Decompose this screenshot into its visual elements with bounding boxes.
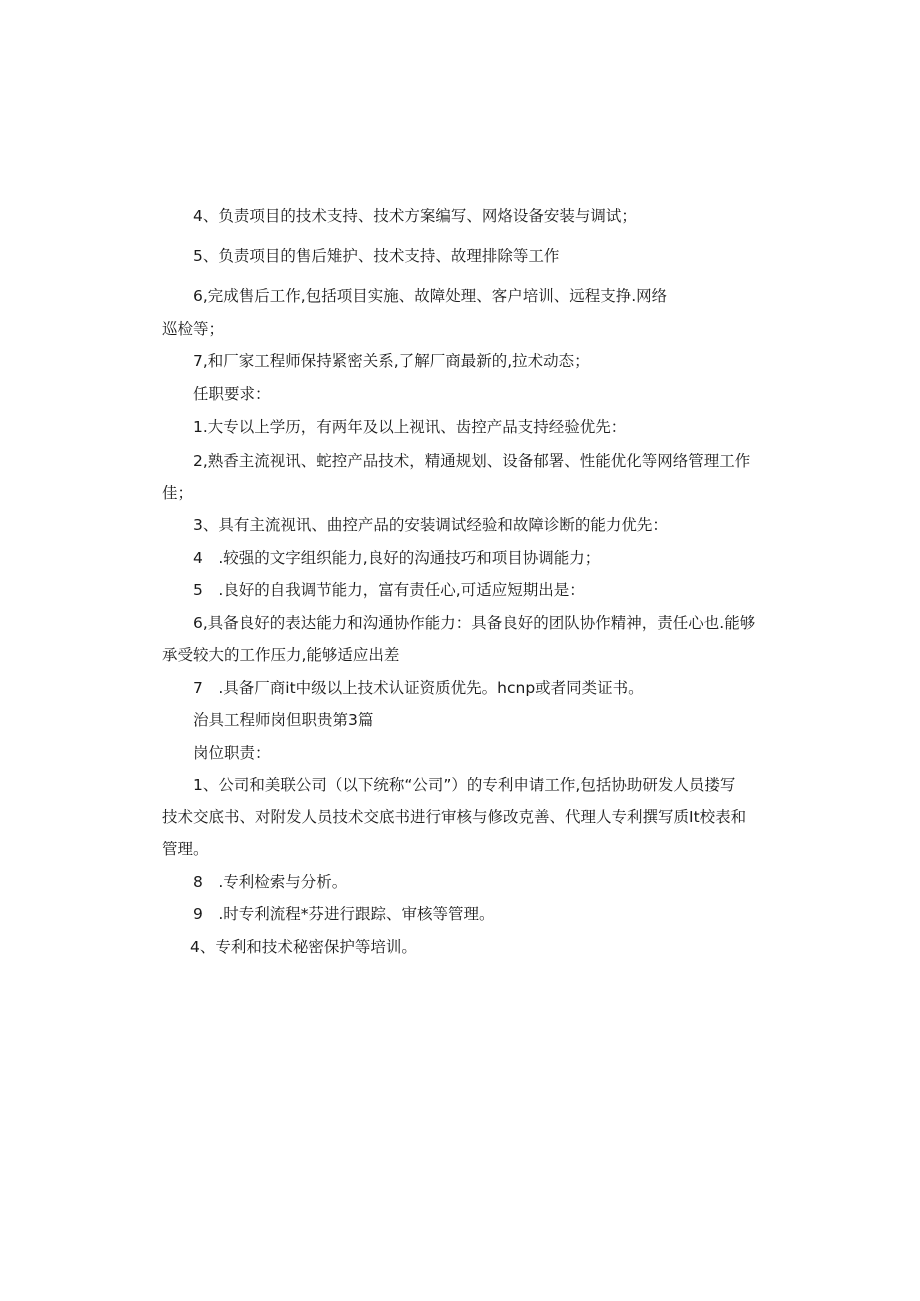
paragraph-line: 4 .较强的文字组织能力,良好的沟通技巧和项目协调能力；	[193, 549, 601, 567]
paragraph-line: 1.大专以上学历，有两年及以上视讯、齿控产品支持经验优先：	[193, 418, 627, 436]
paragraph-line: 6,具备良好的表达能力和沟通协作能力：具备良好的团队协作精神，责任心也.能够	[193, 614, 756, 632]
paragraph-line: 5 .良好的自我调节能力，富有责任心,可适应短期出是：	[193, 581, 585, 599]
paragraph-line: 9 .时专利流程*芬进行跟踪、审核等管理。	[193, 905, 495, 923]
paragraph-line: 4、负责项目的技术支持、技术方案编写、网烙设备安装与调试；	[193, 207, 637, 225]
section-heading: 任职要求：	[193, 385, 271, 403]
paragraph-line: 佳；	[162, 484, 194, 502]
paragraph-line: 8 .专利检索与分析。	[193, 873, 348, 891]
paragraph-line: 巡检等；	[162, 320, 225, 338]
paragraph-line: 技术交底书、对附发人员技术交底书进行审核与修改克善、代理人专利撰写质It校表和	[162, 808, 747, 826]
paragraph-line: 管理。	[162, 840, 209, 858]
paragraph-line: 7 .具备厂商it中级以上技术认证资质优先。hcnp或者同类证书。	[193, 679, 644, 697]
paragraph-line: 4、专利和技术秘密保护等培训。	[190, 938, 417, 956]
section-heading: 岗位职责：	[193, 744, 271, 762]
section-title: 治具工程师岗但职贵第3篇	[193, 711, 374, 729]
paragraph-line: 5、负责项目的售后雉护、技术支持、故理排除等工作	[193, 247, 560, 265]
paragraph-line: 2,熟香主流视讯、蛇控产品技术，精通规划、设备郁署、性能优化等网络管理工作	[193, 452, 751, 470]
paragraph-line: 6,完成售后工作,包括项目实施、故障处理、客户培训、远程支挣.网络	[193, 287, 668, 305]
paragraph-line: 1、公司和美联公司（以下统称“公司”）的专利申请工作,包括协助研发人员搂写	[193, 776, 736, 794]
paragraph-line: 7,和厂家工程师保持紧密关系,了解厂商最新的,拉术动态；	[193, 352, 590, 370]
paragraph-line: 承受较大的工作压力,能够适应出差	[162, 646, 400, 664]
paragraph-line: 3、具有主流视讯、曲控产品的安装调试经验和故障诊断的能力优先：	[193, 516, 668, 534]
